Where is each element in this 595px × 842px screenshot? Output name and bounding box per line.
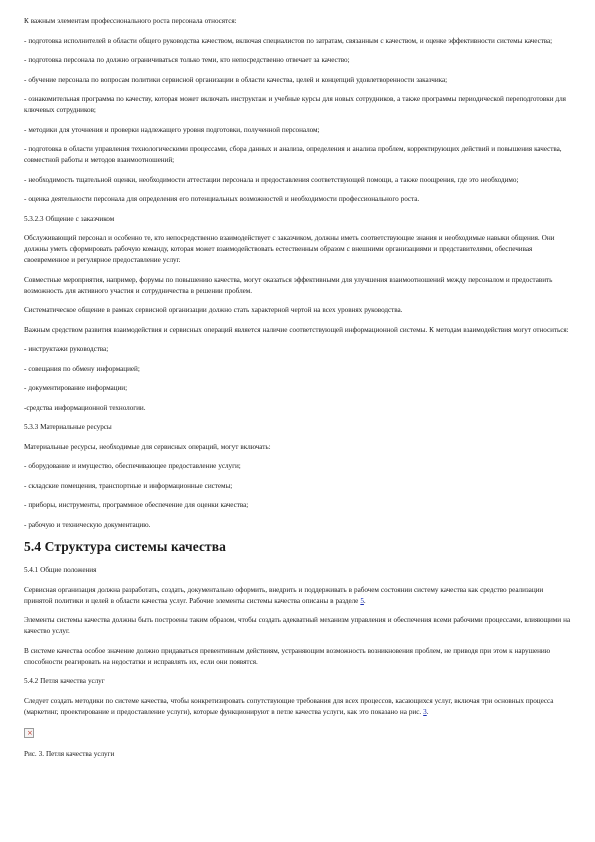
list-item: - подготовка исполнителей в области общего руководства качеством, включая специалистов по затратам, связанным с качеством, и оценке эффективности системы качества;	[24, 36, 553, 45]
section-title: 5.4 Структура системы качества	[24, 539, 227, 554]
list-item: - складские помещения, транспортные и информационные системы;	[24, 481, 233, 490]
list-item: - подготовка в области управления технологическими процессами, сбора данных и анализа, определения и анализа проблем, корректирующих действий и повышения качества, совместной работы и методов взаимоотношений;	[24, 145, 562, 164]
paragraph: Совместные мероприятия, например, форумы по повышению качества, могут оказаться эффективными для улучшения взаимоотношений между персоналом и предоставить возможность для активного участия и сотрудничества в решении проблем.	[24, 275, 553, 295]
list-item: - ознакомительная программа по качеству, которая может включать инструктаж и учебные курсы для новых сотрудников, а также программы периодической переподготовки для ключевых сотрудников;	[24, 95, 566, 114]
paragraph: Важным средством развития взаимодействия и сервисных операций является наличие соответствующей информационной системы. К методам взаимодействия могут относиться:	[24, 325, 569, 334]
paragraph: В системе качества особое значение должно придаваться превентивным действиям, устраняющим возможность возникновения проблем, не приводя при этом к нарушению способности реагировать на недостатки и исправлять их, если они появятся.	[24, 646, 551, 666]
paragraph: Обслуживающий персонал и особенно те, кто непосредственно взаимодействует с заказчиком, должны иметь соответствующие знания и необходимые навыки общения. Они должны уметь сформировать рабочую команду, которая может взаимодействовать естественным образом с внешними организациями и представителями, обеспечивая своевременное и регулярное предоставление услуг.	[24, 234, 555, 264]
document-page	[24, 16, 573, 769]
paragraph	[24, 696, 573, 718]
figure-3-link[interactable]: 3	[423, 707, 427, 716]
paragraph-text: Сервисная организация должна разработать, создать, документально оформить, внедрить и поддерживать в рабочем состоянии систему качества как средство реализации принятой политики и целей в области качества услуг. Рабочие элементы системы качества описаны в разделе	[24, 585, 544, 605]
subsection-heading: 5.3.3 Материальные ресурсы	[24, 423, 112, 431]
paragraph-end: .	[363, 596, 366, 605]
paragraph-end: .	[426, 707, 429, 716]
list-item: - документирование информации;	[24, 384, 128, 392]
list-item: - инструктажи руководства;	[24, 345, 109, 353]
list-item: -средства информационной технологии.	[24, 403, 146, 412]
broken-image-icon: ×	[24, 728, 34, 738]
paragraph-text: Следует создать методики по системе качества, чтобы конкретизировать сопутствующие требования для всех процессов, касающихся услуг, включая три основных процесса (маркетинг, проектирование и предоставление услуги), которые функционируют в петле качества услуги, как это показано на рис.	[24, 696, 554, 716]
list-item: - приборы, инструменты, программное обеспечение для оценки качества;	[24, 501, 249, 509]
list-item: - необходимость тщательной оценки, необходимости аттестации персонала и предоставления соответствующей помощи, а также поощрения, где это необходимо;	[24, 175, 519, 184]
paragraph	[24, 585, 573, 607]
list-item: - оценка деятельности персонала для определения его потенциальных возможностей и необходимости профессионального роста.	[24, 195, 420, 203]
list-item: - оборудование и имущество, обеспечивающее предоставление услуги;	[24, 462, 241, 470]
subsection-heading: 5.3.2.3 Общение с заказчиком	[24, 214, 115, 223]
intro-paragraph: К важным элементам профессионального роста персонала относятся:	[24, 17, 237, 25]
list-item: - подготовка персонала по должно ограничиваться только теми, кто непосредственно отвечает за качество;	[24, 56, 350, 64]
paragraph: Материальные ресурсы, необходимые для сервисных операций, могут включать:	[24, 442, 271, 451]
paragraph: Систематическое общение в рамках сервисной организации должно стать характерной чертой на всех уровнях руководства.	[24, 306, 403, 314]
list-item: - совещания по обмену информацией;	[24, 364, 140, 373]
paragraph: Элементы системы качества должны быть построены таким образом, чтобы создать адекватный механизм управления и обеспечения всеми рабочими процессами, влияющими на качество услуг.	[24, 616, 571, 635]
list-item: - рабочую и техническую документацию.	[24, 520, 151, 529]
list-item: - обучение персонала по вопросам политики сервисной организации в области качества, целей и концепций удовлетворенности заказчика;	[24, 75, 448, 84]
list-item: - методики для уточнения и проверки надлежащего уровня подготовки, полученной персоналом;	[24, 125, 320, 134]
subsection-heading: 5.4.2 Петля качества услуг	[24, 677, 105, 685]
subsection-heading: 5.4.1 Общие положения	[24, 566, 97, 574]
section-5-link[interactable]: 5	[360, 596, 364, 605]
figure-caption: Рис. 3. Петля качества услуги	[24, 750, 115, 758]
